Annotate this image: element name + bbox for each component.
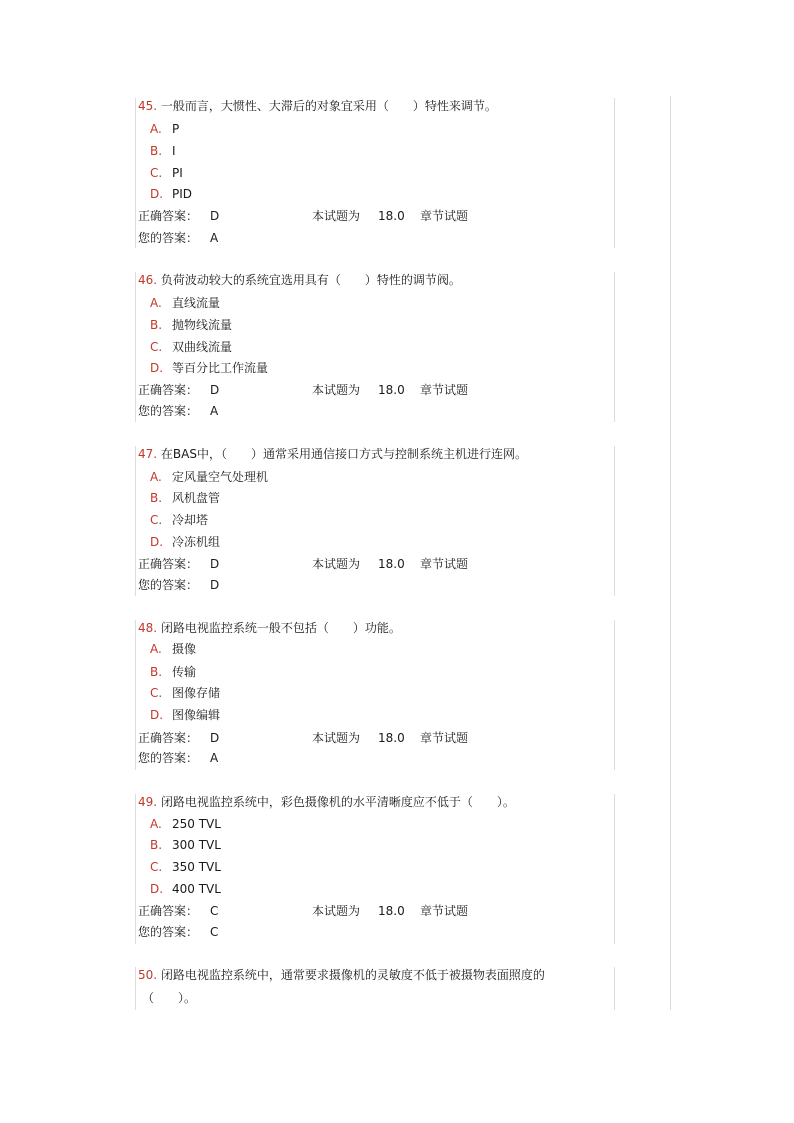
question-49: [135, 794, 615, 944]
option-letter: C.: [150, 513, 163, 527]
correct-answer-value: D: [210, 383, 220, 397]
your-answer-row: [138, 750, 218, 766]
question-number: 50.: [138, 968, 158, 982]
question-title: [138, 272, 461, 288]
option-text: 双曲线流量: [172, 340, 233, 354]
option-text: PID: [172, 187, 193, 201]
your-answer-label: 您的答案：: [138, 404, 199, 418]
option-b[interactable]: [150, 143, 176, 159]
option-b[interactable]: [150, 490, 220, 506]
option-letter: D.: [150, 882, 164, 896]
option-b[interactable]: [150, 317, 232, 333]
option-c[interactable]: [150, 339, 232, 355]
option-text: 摄像: [172, 642, 197, 656]
option-letter: A.: [150, 296, 162, 310]
score-value: 18.0: [378, 904, 405, 918]
option-text: PI: [172, 166, 183, 180]
option-text: 抛物线流量: [172, 318, 233, 332]
question-title: [138, 794, 515, 810]
option-a[interactable]: [150, 641, 196, 657]
option-d[interactable]: [150, 881, 221, 897]
question-text: 闭路电视监控系统中，通常要求摄像机的灵敏度不低于被摄物表面照度的: [160, 968, 545, 982]
question-number: 45.: [138, 99, 158, 113]
question-number: 48.: [138, 621, 158, 635]
score-value: 18.0: [378, 557, 405, 571]
option-text: 冷却塔: [172, 513, 209, 527]
option-letter: A.: [150, 817, 162, 831]
correct-answer-label: 正确答案：: [138, 904, 199, 918]
your-answer-value: A: [210, 751, 219, 765]
correct-answer-row: [138, 382, 468, 398]
correct-answer-row: [138, 903, 468, 919]
question-title: [138, 98, 497, 114]
correct-answer-label: 正确答案：: [138, 209, 199, 223]
correct-answer-label: 正确答案：: [138, 383, 199, 397]
option-text: 250 TVL: [172, 817, 221, 831]
option-d[interactable]: [150, 360, 268, 376]
correct-answer-label: 正确答案：: [138, 731, 199, 745]
your-answer-label: 您的答案：: [138, 925, 199, 939]
option-letter: B.: [150, 838, 163, 852]
correct-answer-row: [138, 556, 468, 572]
option-d[interactable]: [150, 186, 192, 202]
question-45: [135, 98, 615, 248]
score-label: 本试题为: [312, 383, 361, 397]
question-number: 47.: [138, 447, 158, 461]
question-50: [135, 967, 615, 1010]
option-letter: B.: [150, 665, 163, 679]
question-48: [135, 620, 615, 770]
section-label: 章节试题: [420, 557, 469, 571]
section-label: 章节试题: [420, 731, 469, 745]
option-c[interactable]: [150, 512, 208, 528]
option-c[interactable]: [150, 859, 221, 875]
option-letter: B.: [150, 144, 163, 158]
option-letter: D.: [150, 535, 164, 549]
question-text-continued: （ ）。: [142, 991, 197, 1005]
option-text: 300 TVL: [172, 838, 221, 852]
correct-answer-value: D: [210, 209, 220, 223]
score-value: 18.0: [378, 209, 405, 223]
your-answer-row: [138, 577, 219, 593]
option-text: 传输: [172, 665, 197, 679]
option-letter: C.: [150, 340, 163, 354]
option-letter: D.: [150, 361, 164, 375]
option-a[interactable]: [150, 469, 268, 485]
correct-answer-value: D: [210, 731, 220, 745]
score-value: 18.0: [378, 731, 405, 745]
option-d[interactable]: [150, 707, 220, 723]
option-text: 直线流量: [172, 296, 221, 310]
option-d[interactable]: [150, 534, 220, 550]
option-b[interactable]: [150, 837, 221, 853]
question-title: [138, 446, 527, 462]
question-text: 在BAS中，（ ）通常采用通信接口方式与控制系统主机进行连网。: [160, 447, 527, 461]
question-46: [135, 272, 615, 422]
option-text: 风机盘管: [172, 491, 221, 505]
option-letter: C.: [150, 686, 163, 700]
your-answer-value: A: [210, 404, 219, 418]
option-c[interactable]: [150, 685, 220, 701]
score-value: 18.0: [378, 383, 405, 397]
score-label: 本试题为: [312, 731, 361, 745]
question-text: 闭路电视监控系统一般不包括（ ）功能。: [160, 621, 401, 635]
your-answer-row: [138, 924, 218, 940]
option-letter: B.: [150, 491, 163, 505]
option-letter: C.: [150, 860, 163, 874]
option-a[interactable]: [150, 295, 220, 311]
your-answer-value: D: [210, 578, 220, 592]
correct-answer-label: 正确答案：: [138, 557, 199, 571]
your-answer-value: A: [210, 231, 219, 245]
your-answer-row: [138, 403, 218, 419]
section-label: 章节试题: [420, 383, 469, 397]
right-margin-rule: [670, 96, 671, 1010]
option-letter: A.: [150, 642, 162, 656]
option-text: 350 TVL: [172, 860, 221, 874]
option-text: 冷冻机组: [172, 535, 221, 549]
score-label: 本试题为: [312, 209, 361, 223]
question-text: 负荷波动较大的系统宜选用具有（ ）特性的调节阀。: [160, 273, 461, 287]
option-text: I: [172, 144, 176, 158]
your-answer-row: [138, 230, 218, 246]
your-answer-label: 您的答案：: [138, 231, 199, 245]
option-letter: A.: [150, 470, 162, 484]
option-text: 等百分比工作流量: [172, 361, 269, 375]
option-a[interactable]: [150, 121, 179, 137]
option-a[interactable]: [150, 816, 221, 832]
score-label: 本试题为: [312, 557, 361, 571]
option-letter: B.: [150, 318, 163, 332]
option-b[interactable]: [150, 664, 196, 680]
option-text: 400 TVL: [172, 882, 221, 896]
correct-answer-value: D: [210, 557, 220, 571]
correct-answer-row: [138, 730, 468, 746]
option-c[interactable]: [150, 165, 183, 181]
question-text: 一般而言，大惯性、大滞后的对象宜采用（ ）特性来调节。: [160, 99, 497, 113]
correct-answer-value: C: [210, 904, 219, 918]
score-label: 本试题为: [312, 904, 361, 918]
option-letter: C.: [150, 166, 163, 180]
your-answer-value: C: [210, 925, 219, 939]
option-text: 定风量空气处理机: [172, 470, 269, 484]
option-text: 图像存储: [172, 686, 221, 700]
question-47: [135, 446, 615, 596]
question-text: 闭路电视监控系统中，彩色摄像机的水平清晰度应不低于（ ）。: [160, 795, 515, 809]
question-number: 49.: [138, 795, 158, 809]
question-title: [138, 620, 401, 636]
question-title: [138, 967, 545, 983]
option-text: P: [172, 122, 180, 136]
section-label: 章节试题: [420, 904, 469, 918]
your-answer-label: 您的答案：: [138, 578, 199, 592]
correct-answer-row: [138, 208, 468, 224]
option-letter: D.: [150, 708, 164, 722]
section-label: 章节试题: [420, 209, 469, 223]
your-answer-label: 您的答案：: [138, 751, 199, 765]
option-letter: A.: [150, 122, 162, 136]
option-letter: D.: [150, 187, 164, 201]
question-number: 46.: [138, 273, 158, 287]
option-text: 图像编辑: [172, 708, 221, 722]
